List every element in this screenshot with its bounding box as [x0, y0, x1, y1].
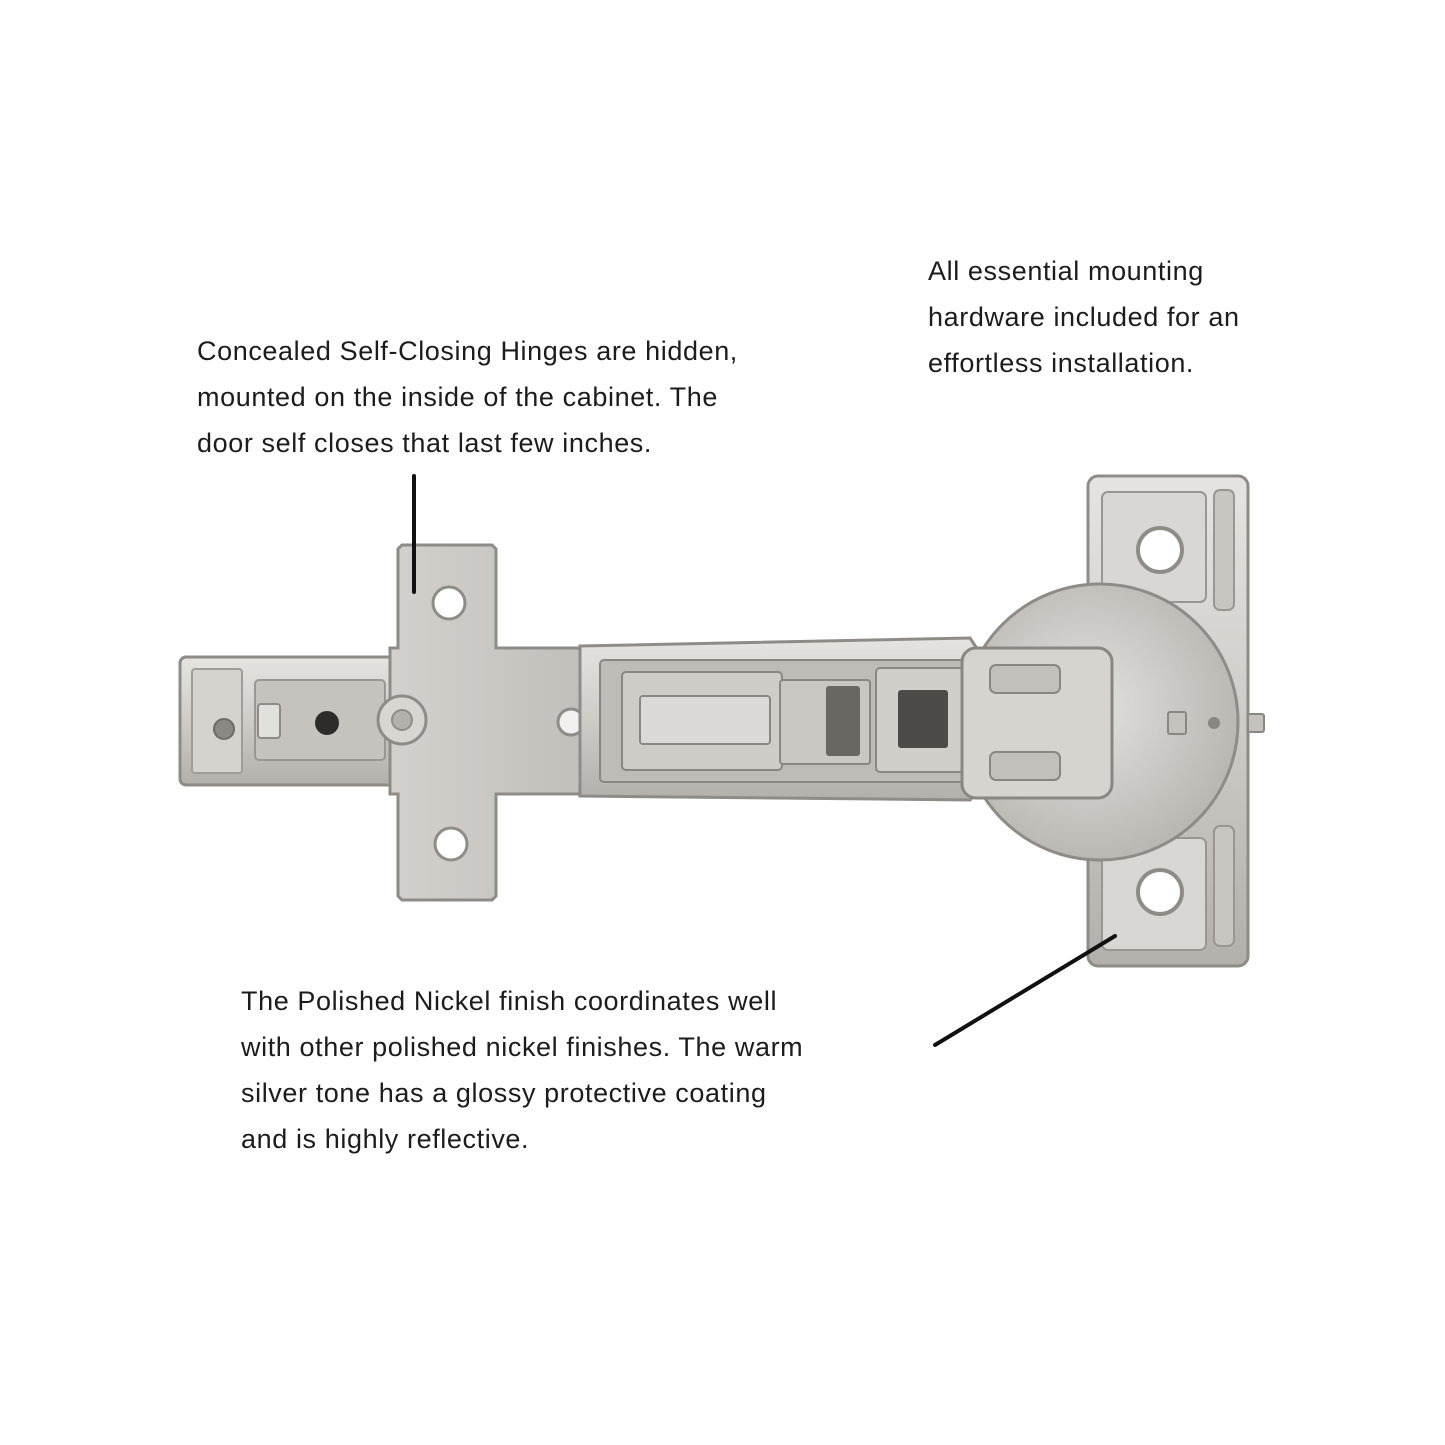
hardware-annotation-line-3: effortless installation. [928, 348, 1195, 378]
finish-annotation-line-1: The Polished Nickel finish coordinates well [241, 986, 778, 1016]
finish-annotation-line-4: and is highly reflective. [241, 1124, 530, 1154]
mounting-plate [180, 545, 600, 900]
concealed-annotation-line-2: mounted on the inside of the cabinet. The [197, 382, 718, 412]
hardware-annotation-line-1: All essential mounting [928, 256, 1204, 286]
concealed-annotation-line-1: Concealed Self-Closing Hinges are hidden, [197, 336, 738, 366]
finish-annotation-line-3: silver tone has a glossy protective coating [241, 1078, 767, 1108]
hardware-annotation-line-2: hardware included for an [928, 302, 1240, 332]
finish-annotation-line-2: with other polished nickel finishes. The warm [241, 1032, 804, 1062]
hinge-cup-plate [962, 476, 1264, 966]
hinge-arm [580, 638, 978, 800]
concealed-annotation-line-3: door self closes that last few inches. [197, 428, 653, 458]
finish-callout-line [935, 936, 1115, 1045]
